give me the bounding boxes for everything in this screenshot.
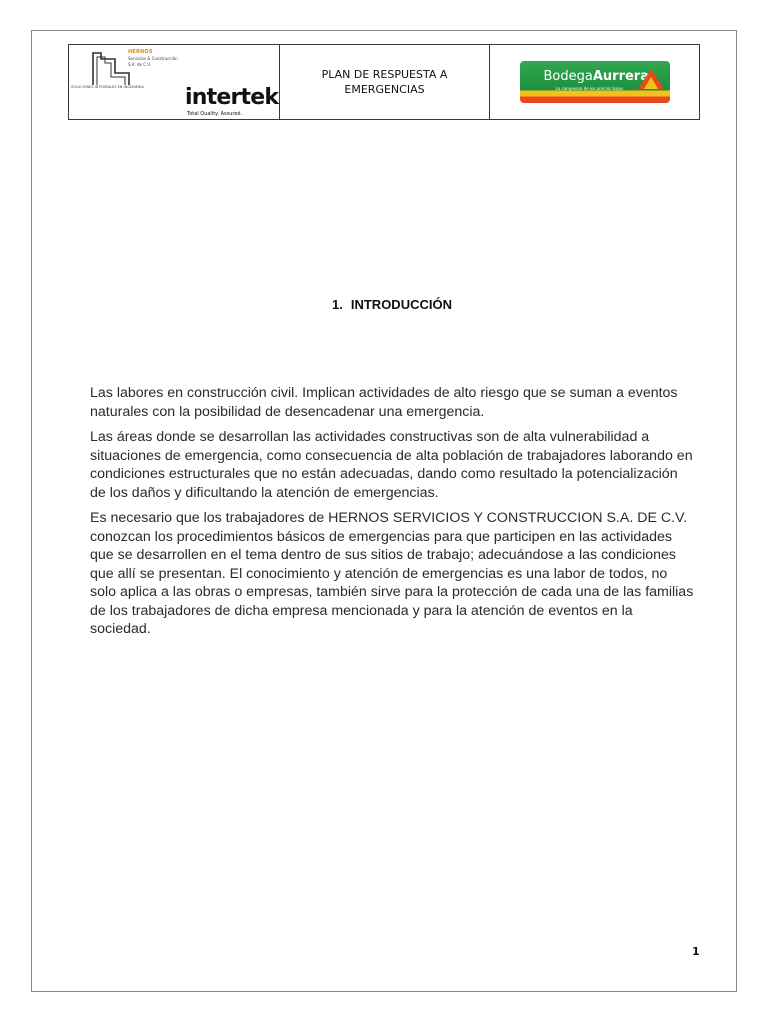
intertek-logo: intertek — [185, 85, 279, 110]
bodega-aurrera-logo — [520, 61, 670, 103]
bodega-slogan: La campeona de los precios bajos — [555, 86, 624, 91]
section-title: INTRODUCCIÓN — [350, 297, 452, 312]
paragraph: Las labores en construcción civil. Implican actividades de alto riesgo que se suman a eventos naturales con la posibilidad de desencadenar una emergencia. — [90, 385, 678, 420]
header-logos-cell — [69, 45, 280, 119]
paragraph: Es necesario que los trabajadores de HERNOS SERVICIOS Y CONSTRUCCION S.A. DE C.V. conozcan los procedimientos básicos de emergencias para que participen en las actividades que se desarrollen en el tema dentro de sus sitios de trabajo; adecuándose a las condiciones que allí se presentan. El conocimiento y atención de emergencias es una labor de todos, no solo aplica a las obras o empresas, también sirve para la protección de cada una de las familias de los trabajadores de dicha empresa mencionada y para la atención de eventos en la sociedad. — [90, 510, 694, 637]
bodega-name-bold: Aurrera — [592, 69, 649, 84]
paragraph: Las áreas donde se desarrollan las actividades constructivas son de alta vulnerabilidad a situaciones de emergencia, como consecuencia de alta población de trabajadores laborando en condiciones estructurales que no están adecuadas, dando como resultado la potencialización de los daños y dificultando la atención de emergencias. — [90, 429, 693, 501]
bodega-roof-inner-icon — [644, 77, 658, 89]
hernos-brand: HERNOS — [128, 49, 153, 55]
header-title-cell — [280, 45, 490, 119]
bodega-name-prefix: Bodega — [543, 69, 593, 84]
section-number: 1. — [332, 297, 343, 312]
header-client-cell — [490, 45, 699, 119]
body-text — [90, 384, 696, 646]
hernos-tagline: SOLUCIONES INTEGRALES EN INGENIERIA — [71, 85, 144, 89]
document-header — [68, 44, 700, 120]
document-title: PLAN DE RESPUESTA A EMERGENCIAS — [321, 68, 448, 96]
page-number: 1 — [692, 945, 700, 958]
section-heading — [0, 297, 768, 312]
hernos-subtitle: Servicios & Construcción S.A. de C.V. — [128, 56, 178, 67]
intertek-tagline: Total Quality. Assured. — [187, 111, 243, 117]
bodega-logo-name — [544, 69, 649, 84]
